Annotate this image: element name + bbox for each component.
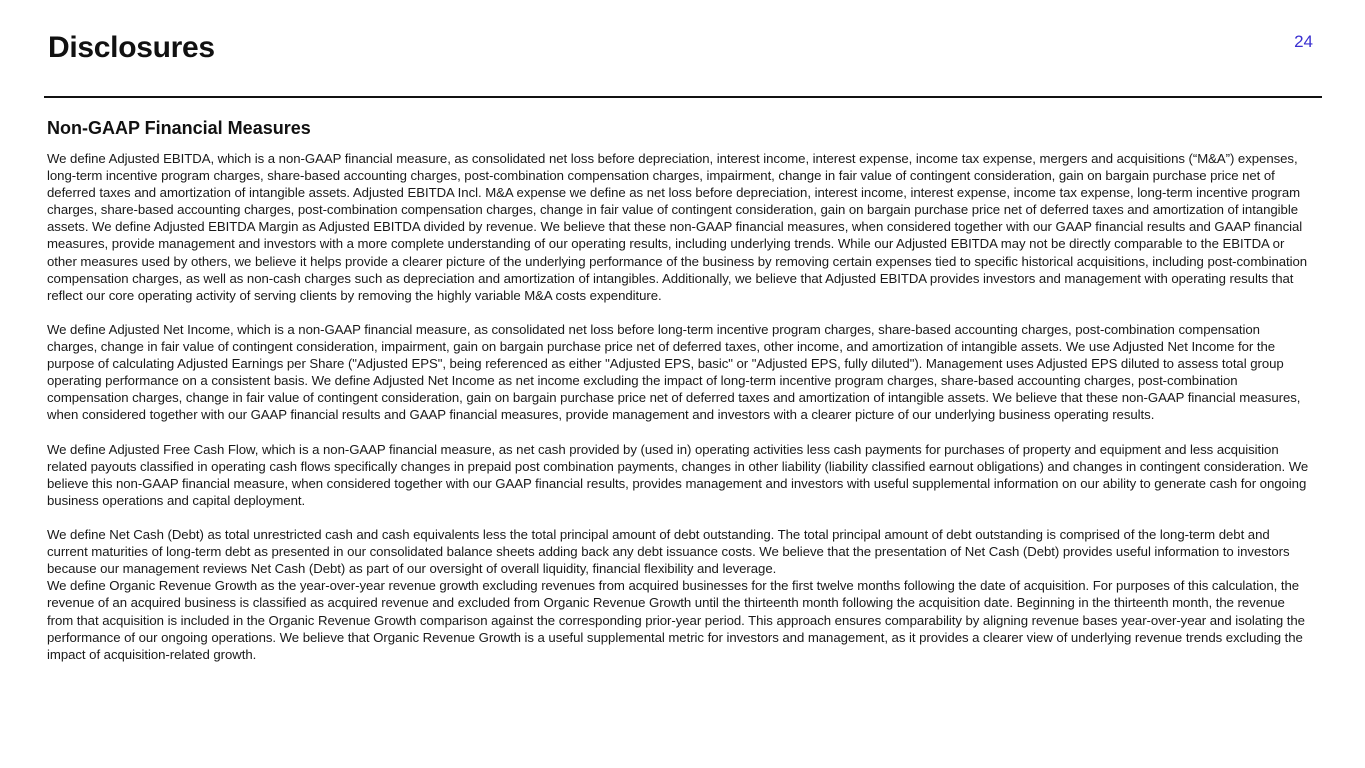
paragraph-adjusted-free-cash-flow: We define Adjusted Free Cash Flow, which is a non-GAAP financial measure, as net cash provided by (used in) operating activities less cash payments for purchases of property and equipment and less acquisition related payouts classified in operating cash flows specifically changes in prepaid post combination payments, changes in other liability (liability classified earnout obligations) and changes in contingent consideration. We believe this non-GAAP financial measure, when considered together with our GAAP financial results, provides management and investors with useful supplemental information on our ability to generate cash for ongoing business operations and capital deployment. [47, 441, 1309, 508]
paragraph-adjusted-net-income: We define Adjusted Net Income, which is a non-GAAP financial measure, as consolidated net loss before long-term incentive program charges, share-based accounting charges, post-combination compensation charges, change in fair value of contingent consideration, impairment, gain on bargain purchase price net of deferred taxes, other income, and amortization of intangible assets. We use Adjusted Net Income for the purpose of calculating Adjusted Earnings per Share ("Adjusted EPS", being referenced as either "Adjusted EPS, basic" or "Adjusted EPS, fully diluted"). Management uses Adjusted EPS diluted to assess total group operating performance on a consistent basis. We define Adjusted Net Income as net income excluding the impact of long-term incentive program charges, share-based accounting charges, post-combination compensation charges, change in fair value of contingent consideration, gain on bargain purchase price net of deferred taxes and amortization of intangible assets. We believe that these non-GAAP financial measures, when considered together with our GAAP financial results and GAAP financial measures, provide management and investors with a clearer picture of our underlying business operating results. [47, 321, 1301, 423]
paragraph-adjusted-ebitda: We define Adjusted EBITDA, which is a non-GAAP financial measure, as consolidated net loss before depreciation, interest income, interest expense, income tax expense, mergers and acquisitions (“M&A”) expenses, long-term incentive program charges, share-based accounting charges, post-combination compensation charges, impairment, change in fair value of contingent consideration, gain on bargain purchase price net of deferred taxes and amortization of intangible assets. Adjusted EBITDA Incl. M&A expense we define as net loss before depreciation, interest income, interest expense, income tax expense, long-term incentive program charges, share-based accounting charges, post-combination compensation charges, change in fair value of contingent consideration, gain on bargain purchase price net of deferred taxes and amortization of intangible assets. We define Adjusted EBITDA Margin as Adjusted EBITDA divided by revenue. We believe that these non-GAAP financial measures, when considered together with our GAAP financial results and GAAP financial measures, provide management and investors with a more complete understanding of our operating results, including underlying trends. While our Adjusted EBITDA may not be directly comparable to the EBITDA or other measures used by others, we believe it helps provide a clearer picture of the underlying performance of the business by removing certain expenses tied to specific historical acquisitions, including post-combination compensation charges, as well as non-cash charges such as depreciation and amortization of intangibles. Additionally, we believe that Adjusted EBITDA provides investors and management with operating results that reflect our core operating activity of serving clients by removing the highly variable M&A costs expenditure. [47, 151, 1308, 303]
page-title: Disclosures [48, 31, 215, 64]
disclosures-content [47, 116, 1309, 663]
section-heading: Non-GAAP Financial Measures [47, 118, 311, 138]
paragraph-net-cash-debt: We define Net Cash (Debt) as total unrestricted cash and cash equivalents less the total principal amount of debt outstanding. The total principal amount of debt outstanding is comprised of the long-term debt and current maturities of long-term debt as presented in our consolidated balance sheets adding back any debt issuance costs. We believe that the presentation of Net Cash (Debt) provides useful information to investors because our management reviews Net Cash (Debt) as part of our oversight of overall liquidity, financial flexibility and leverage. [47, 527, 1290, 577]
title-divider [44, 96, 1322, 98]
page-number: 24 [1294, 32, 1313, 51]
paragraph-organic-revenue-growth: We define Organic Revenue Growth as the year-over-year revenue growth excluding revenues from acquired businesses for the first twelve months following the date of acquisition. For purposes of this calculation, the revenue of an acquired business is classified as acquired revenue and excluded from Organic Revenue Growth until the thirteenth month following the acquisition date. Beginning in the thirteenth month, the revenue from that acquisition is included in the Organic Revenue Growth comparison against the corresponding prior-year period. This approach ensures comparability by aligning revenue bases year-over-year and isolating the performance of our ongoing operations. We believe that Organic Revenue Growth is a useful supplemental metric for investors and management, as it provides a clearer view of underlying revenue trends excluding the impact of acquisition-related growth. [47, 578, 1305, 662]
